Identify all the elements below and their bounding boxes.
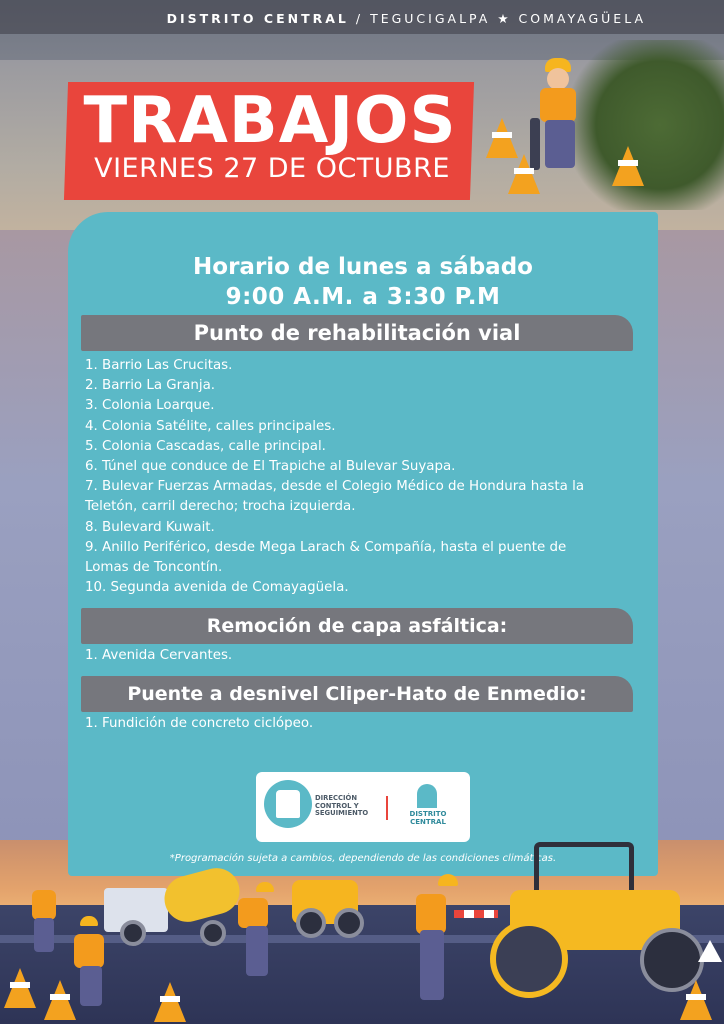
star-icon: ★ xyxy=(497,11,512,26)
wheel-icon xyxy=(120,920,146,946)
traffic-cone-icon xyxy=(44,980,76,1020)
header-text xyxy=(167,11,646,26)
list-item: 1. Barrio Las Crucitas. xyxy=(85,358,233,373)
list-item: 5. Colonia Cascadas, calle principal. xyxy=(85,438,326,454)
list-item-continuation: Teletón, carril derecho; trocha izquierda. xyxy=(85,499,356,515)
list-item: 1. Avenida Cervantes. xyxy=(85,648,233,663)
worker-head xyxy=(547,68,569,90)
traffic-cone-icon xyxy=(154,982,186,1022)
list-item: 9. Anillo Periférico, desde Mega Larach & Compañía, hasta el puente de xyxy=(85,539,567,555)
logo-line: DIRECCIÓN xyxy=(315,794,358,802)
wheel-icon xyxy=(200,920,226,946)
wheel-icon xyxy=(296,908,326,938)
list-remocion xyxy=(85,646,645,666)
wheel-icon xyxy=(334,908,364,938)
roller-cab xyxy=(534,842,634,897)
traffic-cone-icon xyxy=(486,118,518,158)
worker-legs xyxy=(420,930,444,1000)
warning-sign-icon xyxy=(698,940,722,962)
worker-vest xyxy=(540,88,576,122)
list-item-continuation: Lomas de Toncontín. xyxy=(85,560,223,576)
worker-legs xyxy=(80,966,102,1006)
worker-vest xyxy=(32,890,56,920)
traffic-cone-icon xyxy=(612,146,644,186)
list-item: 4. Colonia Satélite, calles principales. xyxy=(85,418,336,434)
list-rehabilitacion xyxy=(85,356,645,598)
worker-legs xyxy=(246,926,268,976)
list-item: 2. Barrio La Granja. xyxy=(85,378,216,394)
logo-line: SEGUIMIENTO xyxy=(315,809,369,818)
schedule-days: Horario de lunes a sábado xyxy=(193,254,533,280)
logo-line: CENTRAL xyxy=(410,818,446,826)
section-heading-puente: Puente a desnivel Cliper-Hato de Enmedio: xyxy=(81,676,633,712)
worker-helmet xyxy=(256,882,274,892)
building-icon xyxy=(276,790,300,818)
disclaimer-note: *Programación sujeta a cambios, dependiendo de las condiciones climáticas. xyxy=(169,853,557,864)
worker-vest xyxy=(416,894,446,934)
worker-helmet xyxy=(80,916,98,926)
header-city2: COMAYAGÜELA xyxy=(518,11,646,26)
list-item: 10. Segunda avenida de Comayagüela. xyxy=(85,580,349,596)
header-brand: DISTRITO CENTRAL xyxy=(166,11,349,26)
page-title: TRABAJOS xyxy=(83,84,457,158)
roller-drum-icon xyxy=(490,920,568,998)
list-item: 8. Bulevard Kuwait. xyxy=(85,519,215,535)
traffic-cone-icon xyxy=(508,154,540,194)
section-heading-rehabilitacion: Punto de rehabilitación vial xyxy=(81,315,633,351)
logo-line: CONTROL Y xyxy=(315,801,359,810)
section-heading-remocion: Remoción de capa asfáltica: xyxy=(81,608,633,644)
logo-divider xyxy=(386,796,388,820)
logo-line: DISTRITO xyxy=(409,810,447,818)
worker-legs xyxy=(34,918,54,952)
schedule-hours: 9:00 A.M. a 3:30 P.M xyxy=(225,284,501,310)
direccion-logo-text xyxy=(315,795,381,818)
roadside-vegetation xyxy=(564,40,724,210)
title-date: VIERNES 27 DE OCTUBRE xyxy=(94,153,450,184)
traffic-cone-icon xyxy=(4,968,36,1008)
header-separator: / xyxy=(355,11,364,26)
distrito-central-logo-text xyxy=(400,810,456,826)
worker-legs xyxy=(545,120,575,168)
worker-vest xyxy=(74,934,104,968)
list-puente xyxy=(85,714,645,734)
distrito-central-logo-icon xyxy=(417,784,437,808)
header-city1: TEGUCIGALPA xyxy=(370,11,491,26)
list-item: 1. Fundición de concreto ciclópeo. xyxy=(85,716,314,731)
list-item: 6. Túnel que conduce de El Trapiche al Bulevar Suyapa. xyxy=(85,459,456,475)
worker-vest xyxy=(238,898,268,928)
traffic-cone-icon xyxy=(680,980,712,1020)
list-item: 3. Colonia Loarque. xyxy=(85,398,215,414)
barrier-icon xyxy=(454,910,498,918)
list-item: 7. Bulevar Fuerzas Armadas, desde el Colegio Médico de Hondura hasta la xyxy=(85,479,585,495)
